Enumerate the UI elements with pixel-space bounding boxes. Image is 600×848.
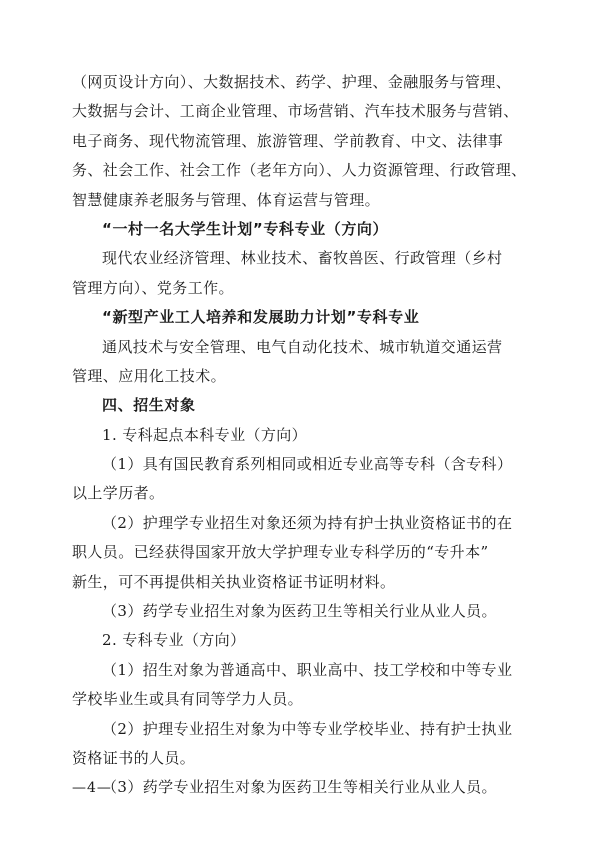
body-line: 务、社会工作、社会工作（老年方向）、人力资源管理、行政管理、 xyxy=(72,161,527,180)
section-heading-industrial-workers: “新型产业工人培养和发展助力计划”专科专业 xyxy=(102,308,420,327)
body-line: 管理、应用化工技术。 xyxy=(72,366,227,385)
body-line: 大数据与会计、工商企业管理、市场营销、汽车技术服务与营销、 xyxy=(72,102,519,121)
body-line: （网页设计方向）、大数据技术、药学、护理、金融服务与管理、 xyxy=(72,73,512,91)
body-line: （3）药学专业招生对象为医药卫生等相关行业从业人员。 xyxy=(102,778,497,797)
body-line: （1）招生对象为普通高中、职业高中、技工学校和中等专业 xyxy=(102,660,513,679)
page-number: —4— xyxy=(72,780,112,796)
body-line: 学校毕业生或具有同等学力人员。 xyxy=(72,690,304,709)
subsection-heading: 1. 专科起点本科专业（方向） xyxy=(102,425,308,444)
body-line: 通风技术与安全管理、电气自动化技术、城市轨道交通运营 xyxy=(102,337,503,356)
body-line: 职人员。已经获得国家开放大学护理专业专科学历的“专升本” xyxy=(72,543,489,562)
body-line: 资格证书的人员。 xyxy=(72,748,196,767)
body-line: （3）药学专业招生对象为医药卫生等相关行业从业人员。 xyxy=(102,602,497,621)
subsection-heading: 2. 专科专业（方向） xyxy=(102,631,246,650)
body-line: （1）具有国民教育系列相同或相近专业高等专科（含专科） xyxy=(102,455,513,474)
body-line: 电子商务、现代物流管理、旅游管理、学前教育、中文、法律事 xyxy=(72,131,504,150)
body-line: 以上学历者。 xyxy=(72,484,165,503)
section-heading-enrollment-targets: 四、招生对象 xyxy=(102,396,196,415)
body-line: 管理方向）、党务工作。 xyxy=(72,278,234,297)
body-line: 新生，可不再提供相关执业资格证书证明材料。 xyxy=(72,572,396,591)
body-line: （2）护理学专业招生对象还须为持有护士执业资格证书的在 xyxy=(102,513,513,532)
body-line: （2）护理专业招生对象为中等专业学校毕业、持有护士执业 xyxy=(102,719,513,738)
section-heading-village-program: “一村一名大学生计划”专科专业（方向） xyxy=(102,219,389,238)
body-line: 智慧健康养老服务与管理、体育运营与管理。 xyxy=(72,190,381,209)
document-body xyxy=(72,68,530,803)
body-line: 现代农业经济管理、林业技术、畜牧兽医、行政管理（乡村 xyxy=(102,249,503,268)
